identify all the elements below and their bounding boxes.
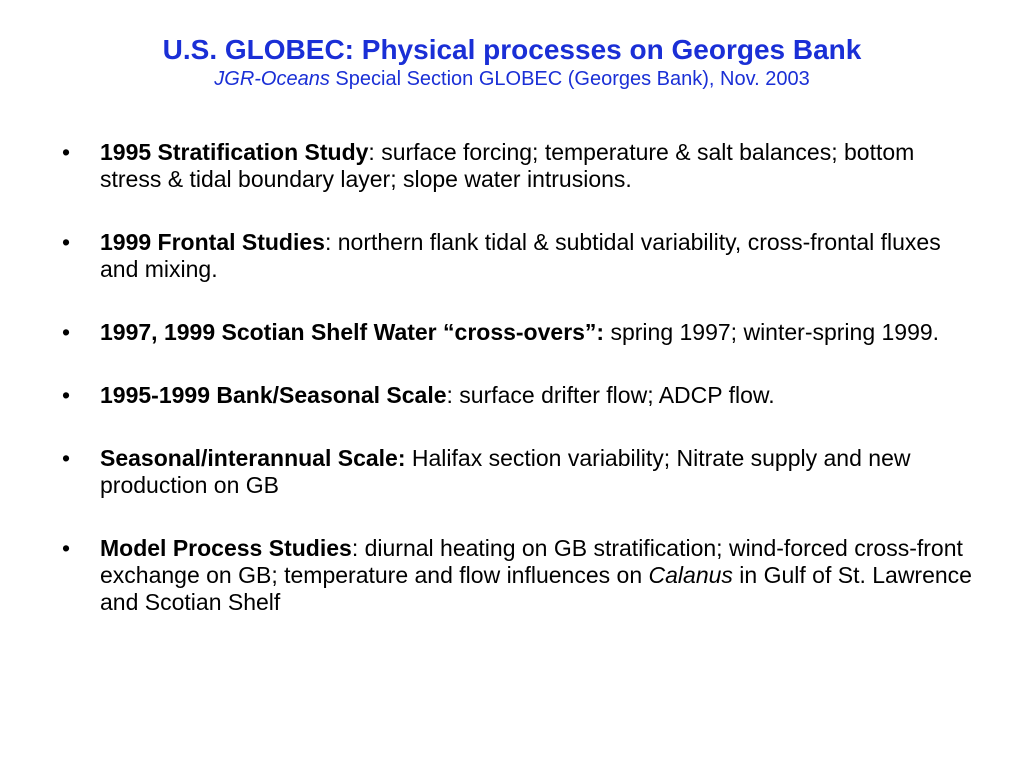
bullet-item-model-process — [62, 535, 982, 616]
bullet-icon: • — [62, 382, 71, 408]
bullet-heading: Model Process Studies — [100, 535, 352, 561]
bullet-item-frontal — [62, 229, 982, 283]
bullet-text-after: in Gulf of St. Lawrence and Scotian Shelf — [100, 562, 972, 615]
bullet-list — [62, 139, 982, 652]
bullet-text: : diurnal heating on GB stratification; wind-forced cross-front exchange on GB; temperature and flow influences on — [100, 535, 963, 588]
bullet-item-stratification — [62, 139, 982, 193]
bullet-heading: 1995 Stratification Study — [100, 139, 369, 165]
bullet-icon: • — [62, 139, 71, 165]
title-block — [0, 34, 1024, 92]
bullet-icon: • — [62, 445, 71, 471]
bullet-text: Halifax section variability; Nitrate supply and new production on GB — [100, 445, 911, 498]
bullet-text: : northern flank tidal & subtidal variability, cross-frontal fluxes and mixing. — [100, 229, 941, 282]
slide-subtitle — [0, 66, 1024, 92]
bullet-heading: 1997, 1999 Scotian Shelf Water “cross-overs”: — [100, 319, 605, 345]
bullet-heading: 1999 Frontal Studies — [100, 229, 325, 255]
bullet-heading: 1995-1999 Bank/Seasonal Scale — [100, 382, 447, 408]
bullet-text: : surface drifter flow; ADCP flow. — [446, 382, 775, 408]
journal-name: JGR-Oceans — [214, 68, 330, 90]
bullet-item-interannual — [62, 445, 982, 499]
subtitle-text: Special Section GLOBEC (Georges Bank), Nov. 2003 — [329, 68, 810, 90]
bullet-icon: • — [62, 535, 71, 561]
bullet-text: spring 1997; winter-spring 1999. — [604, 319, 940, 345]
bullet-heading: Seasonal/interannual Scale: — [100, 445, 406, 471]
bullet-item-seasonal-scale — [62, 382, 982, 409]
slide-title: U.S. GLOBEC: Physical processes on Georges Bank — [162, 34, 862, 65]
bullet-icon: • — [62, 229, 71, 255]
bullet-item-scotian-shelf — [62, 319, 982, 346]
bullet-icon: • — [62, 319, 71, 345]
bullet-text: : surface forcing; temperature & salt balances; bottom stress & tidal boundary layer; slope water intrusions. — [100, 139, 915, 192]
species-name: Calanus — [648, 562, 733, 588]
